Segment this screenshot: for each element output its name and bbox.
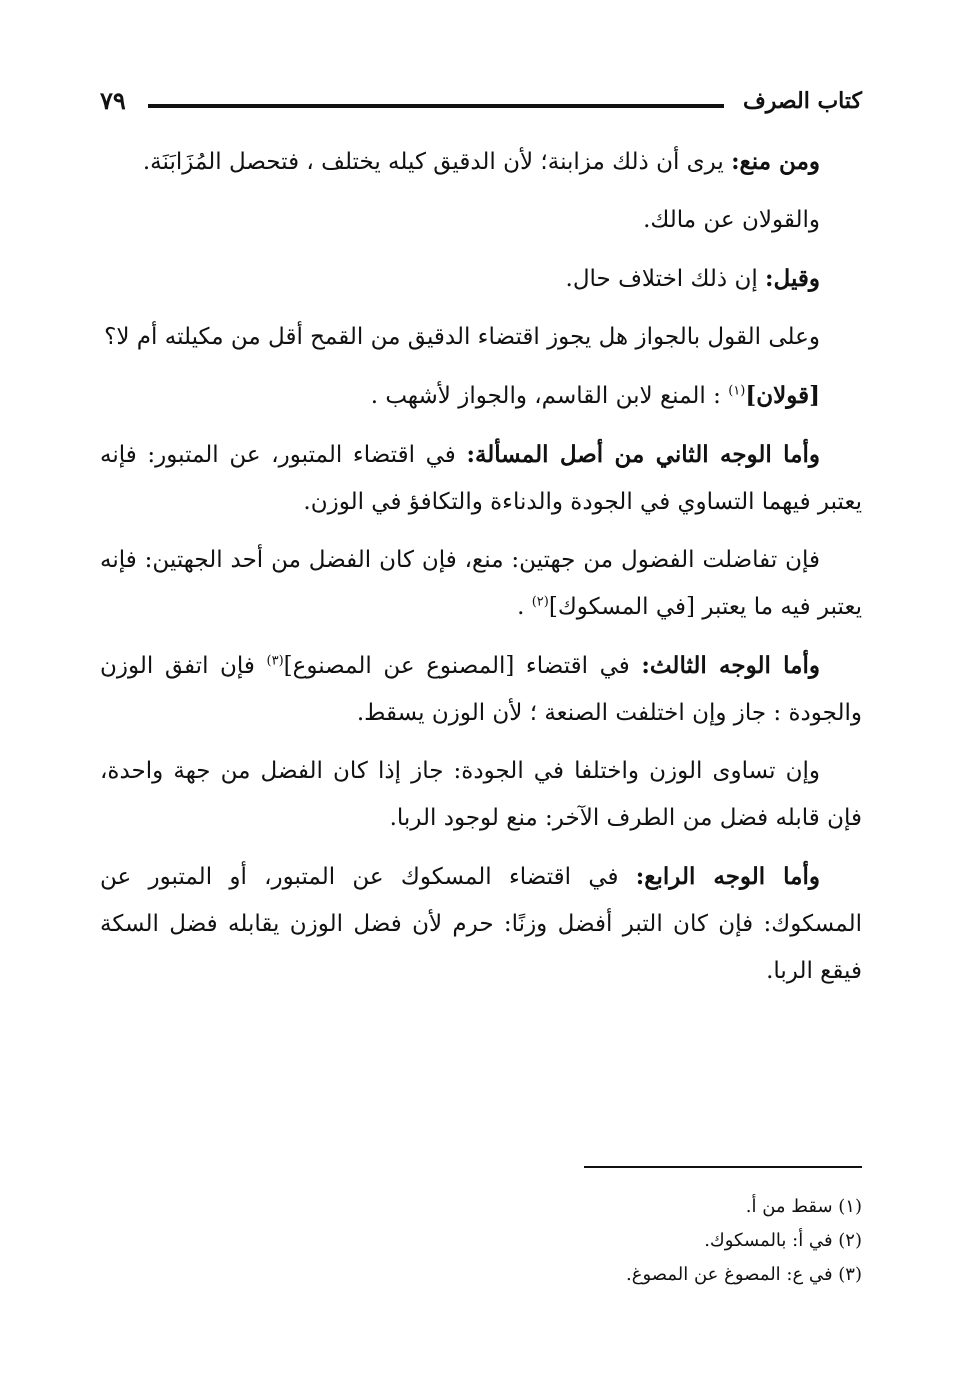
footnote-ref[interactable]: (١) bbox=[728, 383, 746, 399]
footnote: (٢) في أ: بالمسكوك. bbox=[704, 1230, 862, 1251]
footnote: (٣) في ع: المصوغ عن المصوغ. bbox=[626, 1264, 862, 1285]
body-text bbox=[100, 138, 862, 1006]
footnote-separator bbox=[584, 1166, 862, 1168]
footnote-ref[interactable]: (٢) bbox=[531, 594, 549, 610]
footnote: (١) سقط من أ. bbox=[745, 1196, 862, 1217]
footnote-ref[interactable]: (٣) bbox=[266, 653, 284, 669]
paragraph: وقيل: إن ذلك اختلاف حال. bbox=[565, 265, 820, 292]
paragraph: وعلى القول بالجواز هل يجوز اقتضاء الدقيق من القمح أقل من مكيلته أم لا؟ bbox=[104, 324, 820, 350]
paragraph: وإن تساوى الوزن واختلفا في الجودة: جاز إذا كان الفضل من جهة واحدة، فإن قابله فضل من الطرف الآخر: منع لوجود الربا. bbox=[100, 758, 862, 831]
page-header bbox=[100, 82, 862, 122]
paragraph: فإن تفاضلت الفضول من جهتين: منع، فإن كان الفضل من أحد الجهتين: فإنه يعتبر فيه ما يعتبر [في المسكوك]$^{(٢)}$ . bbox=[100, 547, 862, 620]
paragraph: وأما الوجه الثاني من أصل المسألة: في اقتضاء المتبور، عن المتبور: فإنه يعتبر فيهما التساوي في الجودة والدناءة والتكافؤ في الوزن. bbox=[100, 441, 862, 515]
footnotes bbox=[362, 1190, 862, 1292]
paragraph: وأما الوجه الرابع: في اقتضاء المسكوك عن المتبور، أو المتبور عن المسكوك: فإن كان التبر أفضل وزنًا: حرم لأن فضل الوزن يقابله فضل السكة فيقع الربا. bbox=[100, 863, 862, 984]
header-rule bbox=[148, 104, 724, 108]
paragraph: وأما الوجه الثالث: في اقتضاء [المصنوع عن المصنوع]$^{(٣)}$ فإن اتفق الوزن والجودة : جاز وإن اختلفت الصنعة ؛ لأن الوزن يسقط. bbox=[100, 652, 862, 726]
paragraph: ومن منع: يرى أن ذلك مزابنة؛ لأن الدقيق كيله يختلف ، فتحصل المُزَابَنَة. bbox=[142, 148, 820, 175]
paragraph: والقولان عن مالك. bbox=[643, 207, 820, 233]
page-number: ٧٩ bbox=[100, 86, 126, 115]
book-title: كتاب الصرف bbox=[742, 88, 862, 114]
paragraph: [قولان]$^{(١)}$ : المنع لابن القاسم، والجواز لأشهب . bbox=[370, 382, 820, 409]
